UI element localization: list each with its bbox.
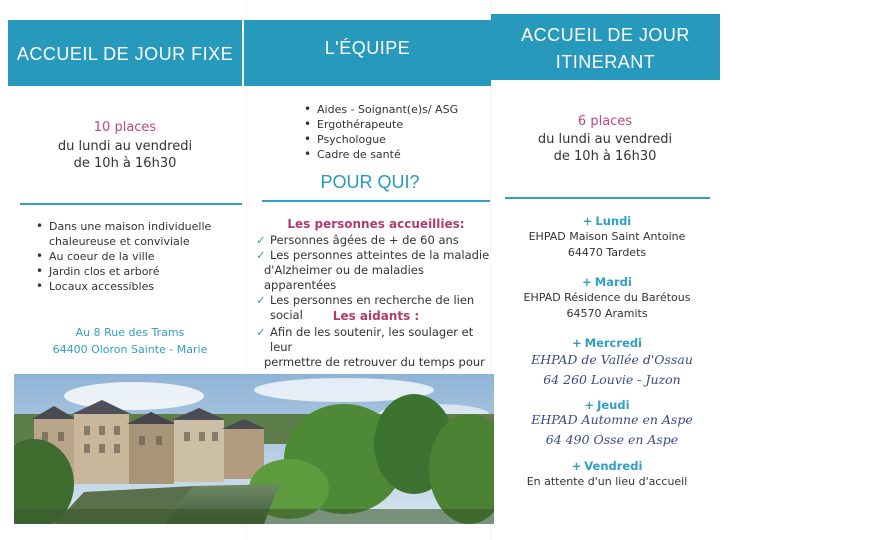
- list-item-text: d'Alzheimer ou de maladies apparentées: [264, 263, 424, 292]
- town-river-illustration: [14, 374, 494, 524]
- day-lundi: [502, 214, 712, 228]
- handwritten-location-jeudi: [502, 410, 722, 450]
- subheading-accueillies: Les personnes accueillies:: [287, 217, 465, 231]
- list-item-continuation: chaleureuse et conviviale: [49, 235, 190, 248]
- plus-icon: +: [584, 398, 595, 412]
- address-city: 64400 Oloron Sainte - Marie: [52, 343, 208, 356]
- location-city: 64 490 Osse en Aspe: [545, 432, 679, 447]
- day-mercredi: [502, 336, 712, 350]
- plus-icon: +: [571, 336, 582, 350]
- town-river-photo: [14, 374, 494, 524]
- day-label: Mardi: [594, 275, 632, 289]
- address: [40, 324, 220, 358]
- list-item-text: permettre de retrouver du temps pour: [264, 355, 485, 369]
- banner-equipe: [244, 20, 491, 86]
- day-label: Lundi: [595, 214, 632, 228]
- location-name: EHPAD de Vallée d'Ossau: [531, 352, 693, 367]
- day-label: Vendredi: [584, 459, 643, 473]
- list-item: • Locaux accessibles: [34, 279, 234, 294]
- list-item-text: Les personnes atteintes de la maladie: [270, 248, 490, 262]
- list-item: • Dans une maison individuelle: [34, 219, 234, 234]
- banner-title-line2: ITINERANT: [555, 52, 656, 72]
- location-name: EHPAD Résidence du Barétous: [523, 291, 691, 304]
- list-item: • Psychologue: [302, 132, 482, 147]
- list-item-text: Personnes âgées de + de 60 ans: [270, 233, 459, 247]
- list-item: [256, 248, 492, 263]
- divider-right: [505, 197, 710, 199]
- places-count: 6 places: [577, 114, 633, 129]
- places-count: 10 places: [93, 120, 157, 135]
- features-list: [34, 219, 234, 294]
- day-vendredi: [502, 459, 712, 473]
- banner-title: ACCUEIL DE JOUR FIXE: [16, 44, 234, 64]
- location-mardi: [502, 290, 712, 322]
- schedule-hours: de 10h à 16h30: [553, 149, 657, 164]
- team-list: [302, 102, 482, 162]
- location-name: En attente d'un lieu d'accueil: [526, 475, 688, 488]
- divider-left: [20, 203, 242, 205]
- schedule-hours: de 10h à 16h30: [73, 156, 177, 171]
- location-lundi: [502, 229, 712, 261]
- banner-title-line1: ACCUEIL DE JOUR: [521, 25, 690, 45]
- handwritten-location-mercredi: [502, 350, 722, 390]
- location-city: 64570 Aramits: [566, 307, 648, 320]
- day-label: Jeudi: [597, 398, 630, 412]
- section-heading-pour-qui: POUR QUI?: [320, 172, 420, 192]
- check-icon: ✓: [256, 248, 266, 262]
- list-item: • Ergothérapeute: [302, 117, 482, 132]
- divider-middle: [262, 200, 490, 202]
- plus-icon: +: [582, 214, 593, 228]
- plus-icon: +: [582, 275, 592, 289]
- list-item: • Aides - Soignant(e)s/ ASG: [302, 102, 482, 117]
- location-name: EHPAD Maison Saint Antoine: [528, 230, 686, 243]
- list-item: [256, 233, 492, 248]
- day-mardi: [502, 275, 712, 289]
- banner-accueil-itinerant: [491, 14, 720, 80]
- check-icon: ✓: [256, 293, 266, 307]
- list-item: • Jardin clos et arboré: [34, 264, 234, 279]
- list-item-text: Les personnes en recherche de lien social: [270, 293, 475, 322]
- location-city: 64 260 Louvie - Juzon: [543, 372, 681, 387]
- list-item: • Au coeur de la ville: [34, 249, 234, 264]
- day-label: Mercredi: [584, 336, 643, 350]
- location-city: 64470 Tardets: [567, 246, 647, 259]
- list-item: [256, 325, 492, 355]
- list-item: • Cadre de santé: [302, 147, 482, 162]
- plus-icon: +: [571, 459, 582, 473]
- subheading-aidants: Les aidants :: [332, 309, 420, 323]
- location-vendredi: [502, 474, 712, 490]
- banner-accueil-fixe: [8, 20, 242, 86]
- schedule-days: du lundi au vendredi: [537, 132, 673, 147]
- schedule-days: du lundi au vendredi: [57, 139, 193, 154]
- location-name: EHPAD Automne en Aspe: [531, 412, 693, 427]
- list-item-continuation: [256, 263, 492, 293]
- check-icon: ✓: [256, 233, 266, 247]
- address-street: Au 8 Rue des Trams: [75, 326, 185, 339]
- list-item-text: Afin de les soutenir, les soulager et leur: [270, 325, 474, 354]
- check-icon: ✓: [256, 325, 266, 339]
- banner-title: L'ÉQUIPE: [324, 38, 411, 58]
